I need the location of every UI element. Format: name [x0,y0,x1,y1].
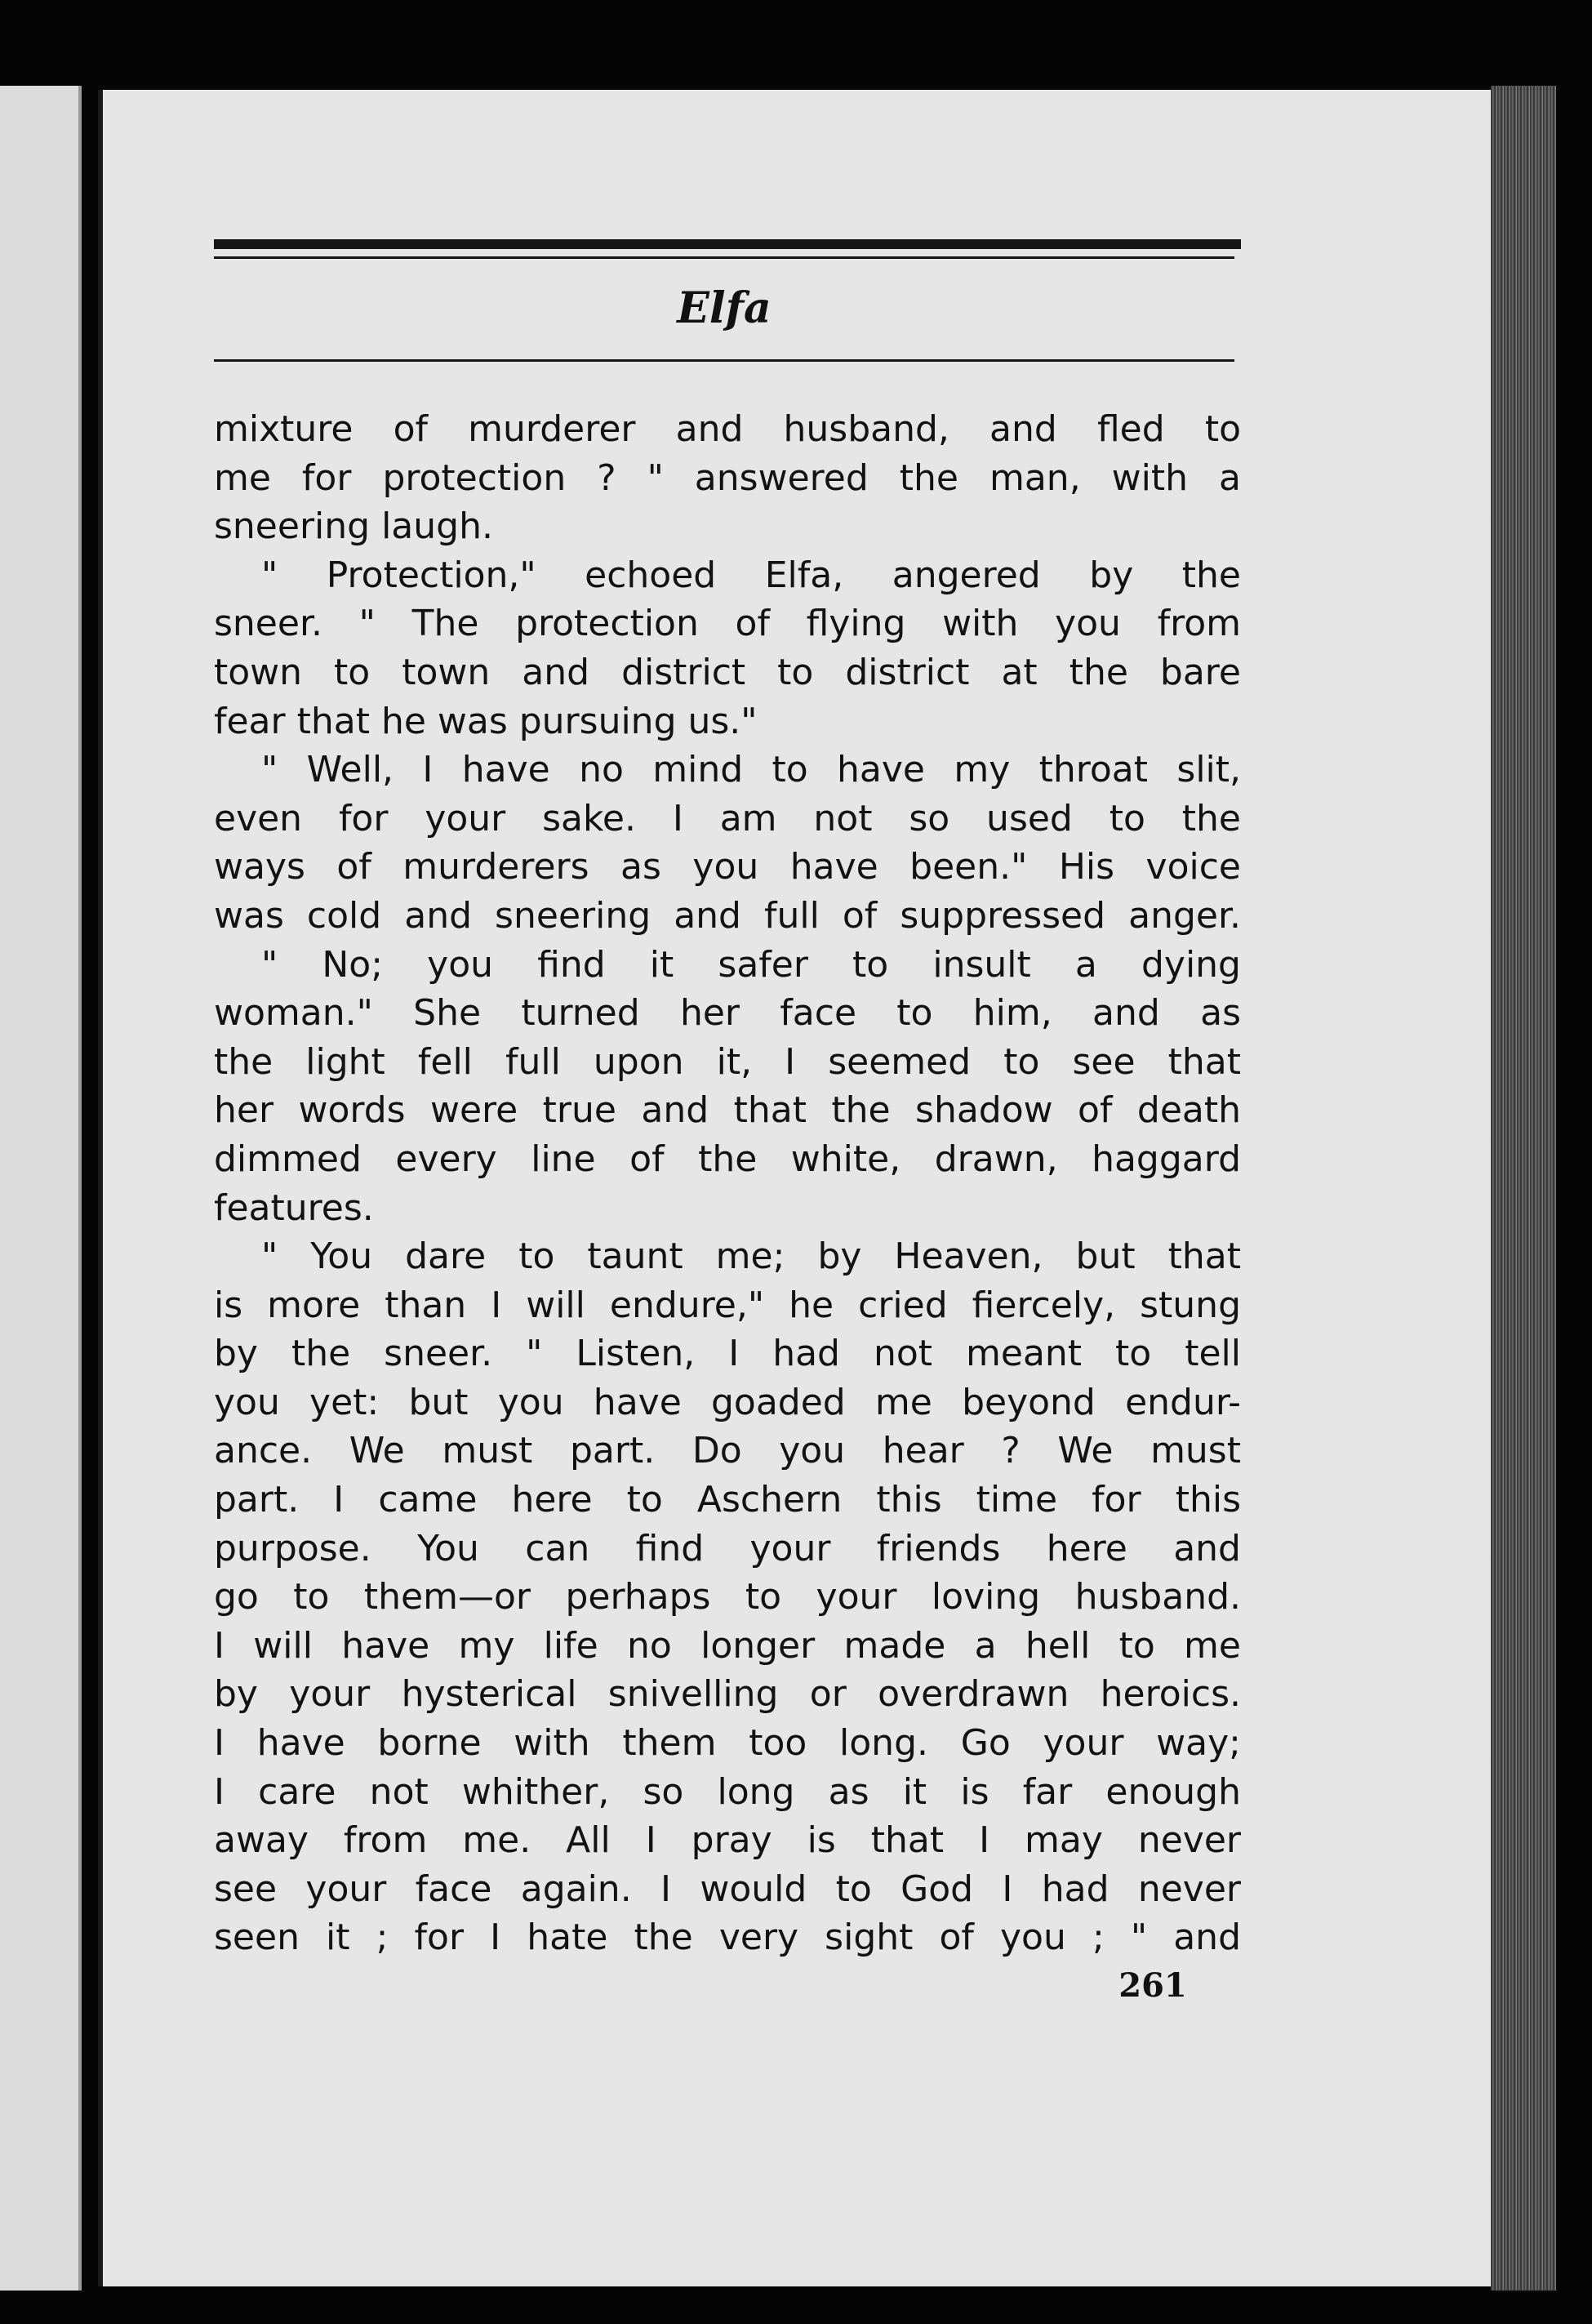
text-line: ways of murderers as you have been." His voice [214,846,1241,888]
text-line: go to them—or perhaps to your loving husband. [214,1576,1241,1618]
text-line: me for protection ? " answered the man, with a [214,456,1241,499]
text-line: away from me. All I pray is that I may never [214,1819,1241,1862]
text-line: by your hysterical snivelling or overdrawn heroics. [214,1673,1241,1716]
text-line: you yet: but you have goaded me beyond endur- [214,1381,1241,1423]
text-line: fear that he was pursuing us." [214,700,758,742]
text-line: part. I came here to Aschern this time for this [214,1479,1241,1521]
page-number: 261 [1118,1966,1187,2005]
text-line: " You dare to taunt me; by Heaven, but that [261,1235,1241,1278]
header-rule-thick [214,239,1241,249]
running-head-rule [214,359,1234,362]
text-line: was cold and sneering and full of suppressed anger. [214,894,1241,937]
text-line: I care not whither, so long as it is far enough [214,1770,1241,1813]
text-line: features. [214,1186,374,1229]
text-line: woman." She turned her face to him, and as [214,992,1241,1035]
text-line: sneer. " The protection of flying with you from [214,603,1241,645]
text-line: " No; you find it safer to insult a dying [261,943,1241,986]
text-line: even for your sake. I am not so used to the [214,797,1241,839]
text-line: town to town and district to district at the bare [214,651,1241,693]
text-line: seen it ; for I hate the very sight of you ; " and [214,1917,1241,1959]
body-text [214,405,1241,1962]
text-line: sneering laugh. [214,505,493,548]
running-head: Elfa [677,283,772,333]
text-line: see your face again. I would to God I had never [214,1868,1241,1910]
text-line: her words were true and that the shadow of death [214,1089,1241,1132]
text-line: purpose. You can find your friends here and [214,1527,1241,1569]
text-line: " Protection," echoed Elfa, angered by the [261,554,1241,596]
text-line: mixture of murderer and husband, and fled to [214,408,1241,450]
text-line: ance. We must part. Do you hear ? We must [214,1430,1241,1472]
text-line: by the sneer. " Listen, I had not meant to tell [214,1333,1241,1375]
facing-page-edge [0,86,82,2291]
text-line: dimmed every line of the white, drawn, haggard [214,1138,1241,1180]
page-stack-edge [1491,86,1556,2291]
text-line: is more than I will endure," he cried fiercely, stung [214,1284,1241,1326]
text-line: I have borne with them too long. Go your way; [214,1722,1241,1765]
text-line: the light fell full upon it, I seemed to see that [214,1040,1241,1083]
text-line: I will have my life no longer made a hell to me [214,1624,1241,1667]
text-line: " Well, I have no mind to have my throat slit, [261,749,1241,791]
header-rule-thin [214,256,1234,259]
